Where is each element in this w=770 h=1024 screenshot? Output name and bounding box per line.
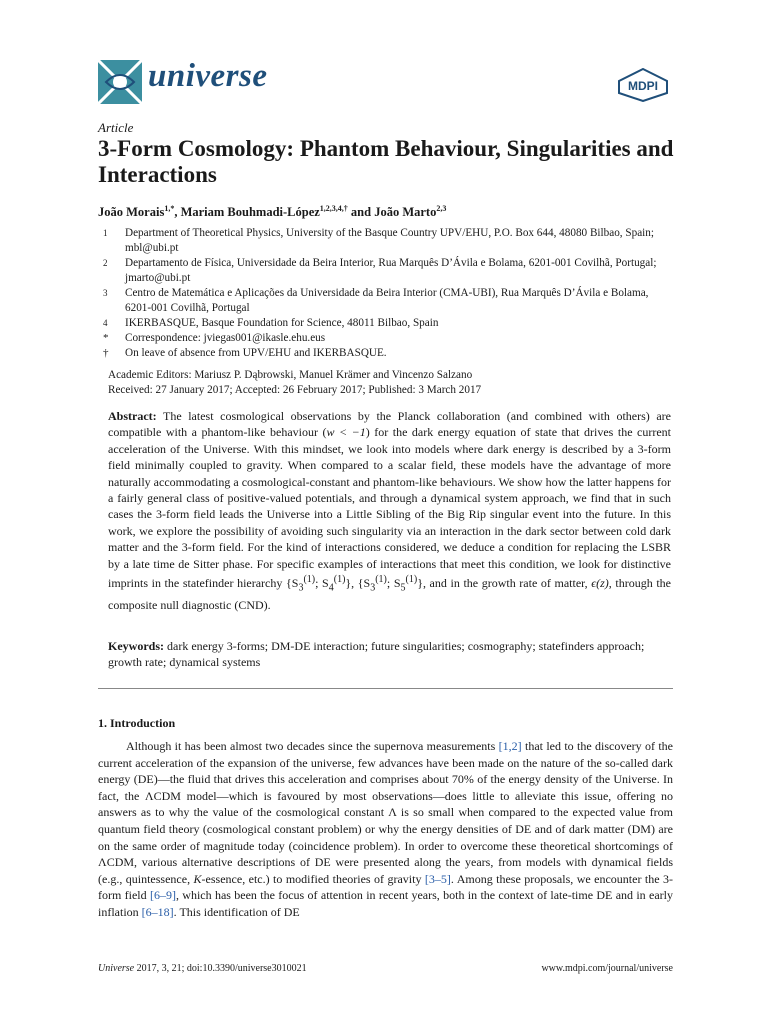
affiliation-text: Department of Theoretical Physics, University of the Basque Country UPV/EHU, P.O. Box 644, 48080 Bilbao, Spain; mbl@ubi.pt [125, 227, 654, 254]
affiliation-text: On leave of absence from UPV/EHU and IKERBASQUE. [125, 347, 387, 359]
footer-url[interactable]: www.mdpi.com/journal/universe [541, 963, 673, 974]
journal-name: universe [148, 58, 268, 94]
author-list [98, 204, 446, 220]
affiliation-text: Departamento de Física, Universidade da Beira Interior, Rua Marquês D’Ávila e Bolama, 6201-001 Covilhã, Portugal; jmarto@ubi.pt [125, 257, 657, 284]
citation-link[interactable]: [6–9] [149, 888, 176, 903]
abstract-label: Abstract: [108, 409, 157, 423]
math-inline: {$S_3^{(1)}$; $S_4^{(1)}$} [286, 574, 352, 594]
affiliation-mark: † [103, 347, 109, 359]
body-paragraph: Although it has been almost two decades since the supernova measurements [1,2] that led to the discovery of the current acceleration of the expansion of the universe, few advances have been made on the nature of the so-called dark energy (DE)—the fluid that drives this acceleration and comprises about 70% of the energy density of the Universe. In fact, the ΛCDM model—which is favoured by most observations—does little to alleviate this issue, offering no answers as to why the value of the cosmological constant Λ is so small when compared to the expected value from quantum field theory (cosmological constant problem) or why the energy densities of DE and of dark matter (DM) are on the same order of magnitude today (coincidence problem). In order to overcome these theoretical shortcomings of ΛCDM, various alternative descriptions of DE were presented along the years, from models with dynamical fields (e.g., quintessence, K-essence, etc.) to modified theories of gravity [3–5]. Among these proposals, we encounter the 3-form field [6–9], which has been the focus of attention in recent years, both in the context of late-time DE and in early inflation [6–18]. This identification of DE [98, 739, 673, 919]
keywords-text: dark energy 3-forms; DM-DE interaction; future singularities; cosmography; statefinders approach; growth rate; dynamical systems [108, 639, 645, 670]
citation-link[interactable]: [6–18] [141, 904, 174, 919]
affiliation-text: IKERBASQUE, Basque Foundation for Science, 48011 Bilbao, Spain [125, 317, 439, 329]
affiliation-list [98, 226, 673, 361]
abstract-text: , and in the growth rate of matter, [422, 576, 592, 591]
keywords [108, 638, 671, 671]
section-heading: 1. Introduction [98, 716, 176, 730]
author-name[interactable]: , Mariam Bouhmadi-López [174, 205, 320, 220]
citation-link[interactable]: [3–5] [424, 871, 451, 886]
article-meta [108, 368, 673, 398]
mdpi-logo-icon [616, 68, 670, 102]
affiliation-item [98, 256, 673, 286]
author-name[interactable]: João Morais [98, 205, 165, 220]
author-affil-sup: 2,3 [436, 204, 447, 213]
affiliation-item [98, 346, 673, 361]
affiliation-text: Centro de Matemática e Aplicações da Universidade da Beira Interior (CMA-UBI), Rua Marquês D’Ávila e Bolama, 6201-001 Covilhã, Portugal [125, 287, 649, 314]
abstract-text: The latest cosmological observations by the Planck collaboration (and combined with others) are compatible with a phantom-like behaviour ( [108, 409, 671, 440]
affiliation-item [98, 331, 673, 346]
abstract-text: , through the composite null diagnostic (CND). [108, 576, 672, 612]
article-type: Article [98, 120, 134, 135]
affiliation-item [98, 226, 673, 256]
author-affil-sup: 1,* [164, 204, 175, 213]
footer-citation: Universe 2017, 3, 21; doi:10.3390/universe3010021 [98, 963, 307, 974]
journal-logo-icon [98, 60, 142, 104]
affiliation-item [98, 286, 673, 316]
abstract: Abstract: The latest cosmological observations by the Planck collaboration (and combined with others) are compatible with a phantom-like behaviour (w < −1) for the dark energy equation of state that drives the current acceleration of the Universe. With this mindset, we look into models where dark energy is described by a 3-form field minimally coupled to gravity. When compared to a scalar field, these models have the advantage of more naturally accommodating a cosmological-constant and phantom-like behaviours. We show how the latter happens for a fairly general class of positive-valued potentials, and through a dynamical system approach, we find that in such cases the 3-form field leads the Universe into a Little Sibling of the Big Rip singular event into the future. In this work, we explore the possibility of avoiding such singularity via an interaction in the dark sector between cold dark matter and the 3-form field. For the kind of interactions considered, we deduce a condition for replacing the LSBR by a late time de Sitter phase. For specific examples of interactions that meet this condition, we look for distinctive imprints in the statefinder hierarchy {$S_3^{(1)}$; $S_4^{(1)}$}, {$S_3^{(1)}$; $S_5^{(1)}$}, and in the growth rate of matter, ϵ(z), through the composite null diagnostic (CND). [108, 409, 672, 612]
citation-link[interactable]: [1,2] [498, 739, 522, 753]
math-inline: w < −1 [326, 425, 366, 440]
affiliation-item [98, 316, 673, 331]
correspondence-text: Correspondence: jviegas001@ikasle.ehu.eus [125, 332, 326, 344]
affiliation-mark: 1 [103, 228, 108, 238]
academic-editors: Academic Editors: Mariusz P. Dąbrowski, Manuel Krämer and Vincenzo Salzano [108, 369, 473, 381]
author-name[interactable]: and João Marto [347, 205, 437, 220]
affiliation-mark: * [103, 332, 109, 344]
article-dates: Received: 27 January 2017; Accepted: 26 February 2017; Published: 3 March 2017 [108, 384, 482, 396]
publisher-logo-text: MDPI [628, 79, 658, 93]
keywords-label: Keywords: [108, 639, 164, 653]
math-inline: ϵ(z) [591, 576, 609, 591]
author-affil-sup: 1,2,3,4,† [319, 204, 348, 213]
affiliation-mark: 2 [103, 258, 108, 268]
math-inline: {$S_3^{(1)}$; $S_5^{(1)}$} [357, 574, 423, 594]
paper-title: 3-Form Cosmology: Phantom Behaviour, Singularities and Interactions [98, 136, 674, 187]
abstract-text: ) for the dark energy equation of state that drives the current acceleration of the Universe. With this mindset, we look into models where dark energy is described by a 3-form field minimally coupled to gravity. When compared to a scalar field, these models have the advantage of more naturally accommodating a cosmological-constant and phantom-like behaviours. We show how the latter happens for a fairly general class of positive-valued potentials, and through a dynamical system approach, we find that in such cases the 3-form field leads the Universe into a Little Sibling of the Big Rip singular event into the future. In this work, we explore the possibility of avoiding such singularity via an interaction in the dark sector between cold dark matter and the 3-form field. For the kind of interactions considered, we deduce a condition for replacing the LSBR by a late time de Sitter phase. For specific examples of interactions that meet this condition, we look for distinctive imprints in the statefinder hierarchy [108, 425, 672, 591]
affiliation-mark: 3 [103, 288, 108, 298]
section-divider [98, 688, 673, 689]
affiliation-mark: 4 [103, 318, 108, 328]
